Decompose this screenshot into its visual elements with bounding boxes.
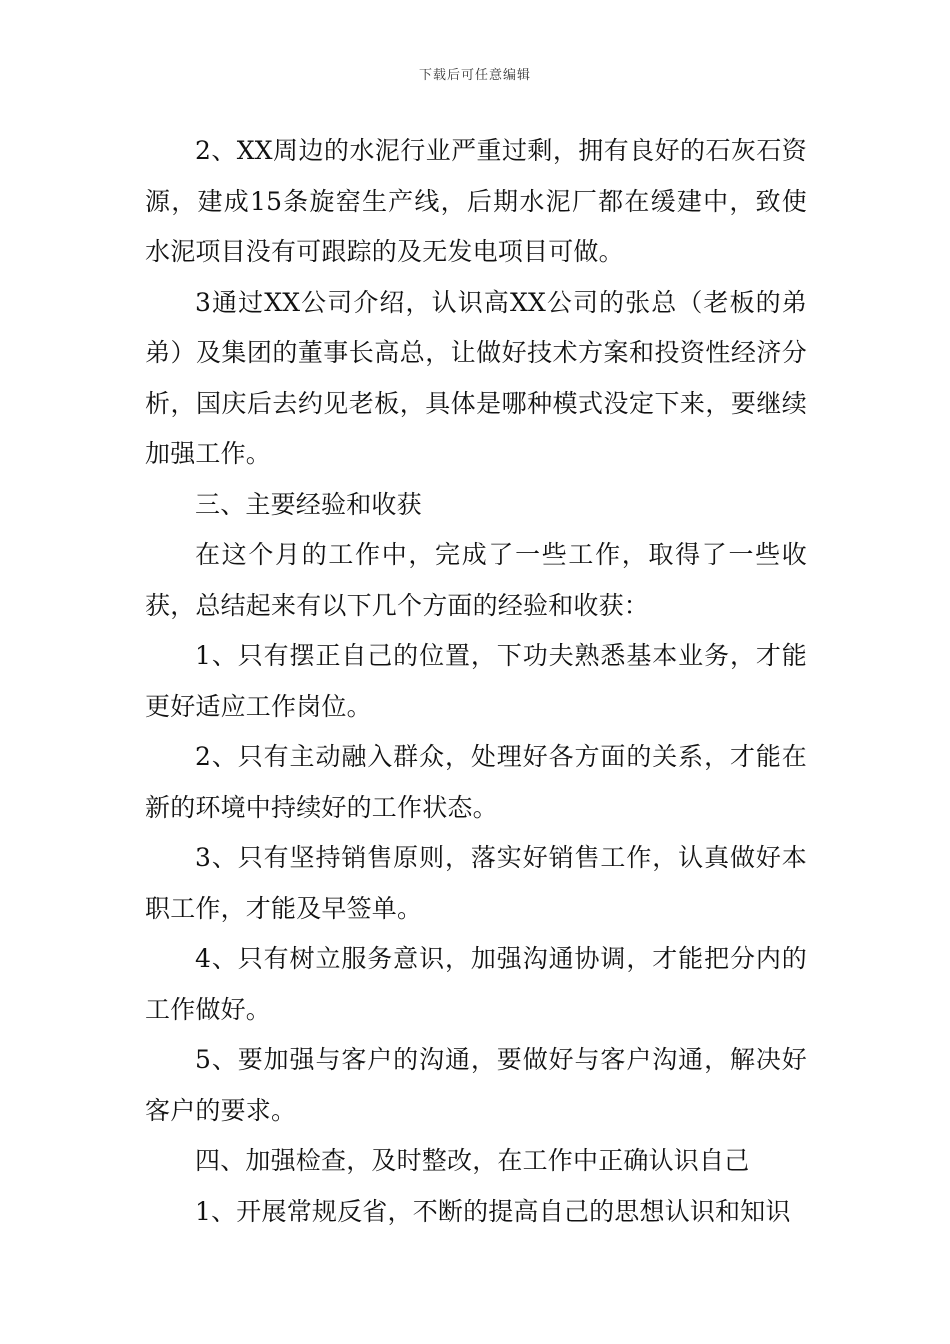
list-item-2: 2、只有主动融入群众，处理好各方面的关系，才能在新的环境中持续好的工作状态。 [145, 742, 807, 822]
section-heading-experience: 三、主要经验和收获 [195, 489, 422, 519]
list-item-1: 1、只有摆正自己的位置，下功夫熟悉基本业务，才能更好适应工作岗位。 [145, 641, 807, 721]
section-heading-inspection: 四、加强检查，及时整改，在工作中正确认识自己 [195, 1146, 750, 1175]
document-body [145, 126, 807, 1237]
list-item-3: 3、只有坚持销售原则，落实好销售工作，认真做好本职工作，才能及早签单。 [145, 843, 807, 923]
paragraph-month-summary: 在这个月的工作中，完成了一些工作，取得了一些收获，总结起来有以下几个方面的经验和收获： [145, 540, 807, 620]
paragraph-company-introduction: 3通过XX公司介绍，认识高XX公司的张总（老板的弟弟）及集团的董事长高总，让做好技术方案和投资性经济分析，国庆后去约见老板，具体是哪种模式没定下来，要继续加强工作。 [145, 287, 807, 468]
list-item-5: 5、要加强与客户的沟通，要做好与客户沟通，解决好客户的要求。 [145, 1045, 807, 1125]
page-header: 下载后可任意编辑 [418, 68, 531, 83]
paragraph-xx-cement-surplus: 2、XX周边的水泥行业严重过剩，拥有良好的石灰石资源，建成15条旋窑生产线，后期水泥厂都在缓建中，致使水泥项目没有可跟踪的及无发电项目可做。 [145, 136, 807, 266]
list-item-reflection: 1、开展常规反省，不断的提高自己的思想认识和知识 [195, 1196, 791, 1226]
list-item-4: 4、只有树立服务意识，加强沟通协调，才能把分内的工作做好。 [145, 944, 807, 1024]
